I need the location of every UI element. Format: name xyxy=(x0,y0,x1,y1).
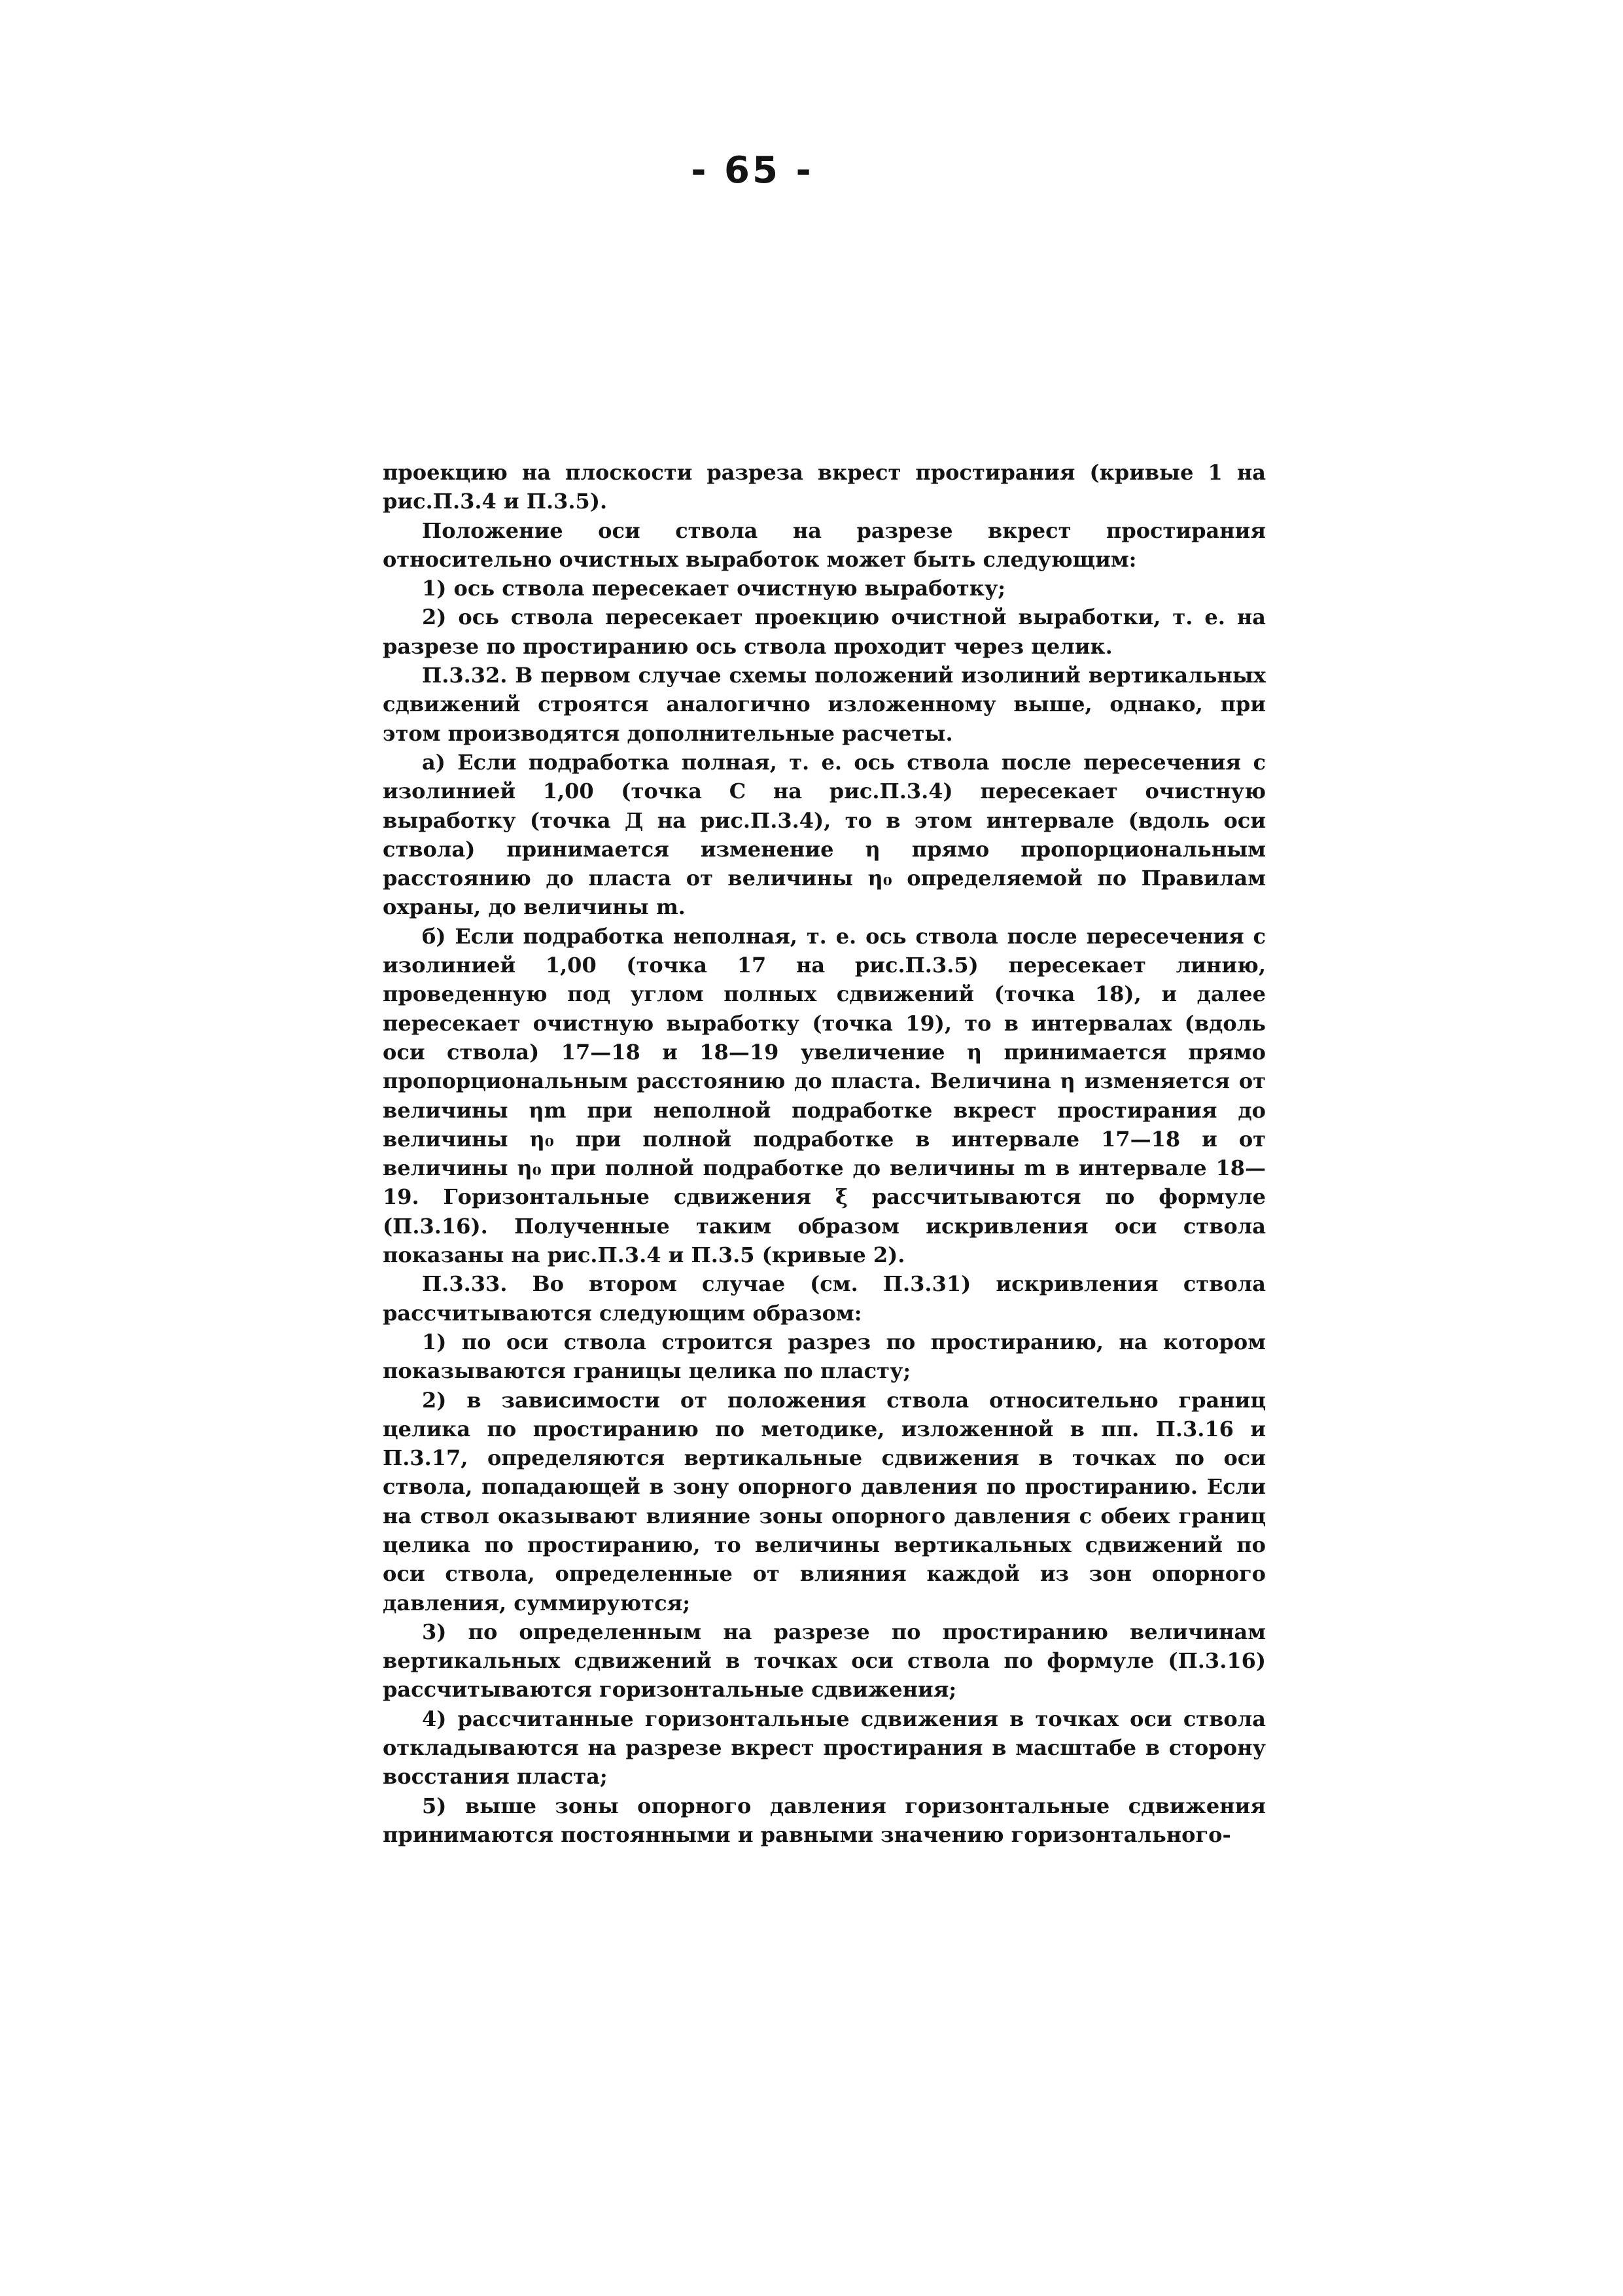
step-4: 4) рассчитанные горизонтальные сдвижения в точках оси ствола откладываются на разрезе вкрест простирания в масштабе в сторону восстания пласта; xyxy=(383,1706,1266,1790)
step-1: 1) по оси ствола строится разрез по простиранию, на котором показываются границы целика по пласту; xyxy=(383,1329,1266,1384)
page-number: - 65 - xyxy=(691,149,814,192)
list-item-2: 2) ось ствола пересекает проекцию очистной выработки, т. е. на разрезе по простиранию ось ствола проходит через целик. xyxy=(383,605,1266,659)
case-b: б) Если подработка неполная, т. е. ось ствола после пересечения с изолинией 1,00 (точка 17 на рис.П.3.5) пересекает линию, проведенную под углом полных сдвижений (точка 18), и далее пересекает очистную выработку (точка 19), то в интервалах (вдоль оси ствола) 17—18 и 18—19 увеличение η принимается прямо пропорциональным расстоянию до пласта. Величина η изменяется от величины ηm при неполной подработке вкрест простирания до величины η₀ при полной подработке в интервале 17—18 и от величины η₀ при полной подработке до величины m в интервале 18—19. Горизонтальные сдвижения ξ рассчитываются по формуле (П.3.16). Полученные таким образом искривления оси ствола показаны на рис.П.3.4 и П.3.5 (кривые 2). xyxy=(383,923,1266,1268)
case-a: а) Если подработка полная, т. е. ось ствола после пересечения с изолинией 1,00 (точка С на рис.П.3.4) пересекает очистную выработку (точка Д на рис.П.3.4), то в этом интервале (вдоль оси ствола) принимается изменение η прямо пропорциональным расстоянию до пласта от величины η₀ определяемой по Правилам охраны, до величины m. xyxy=(383,749,1266,920)
paragraph-shaft-position: Положение оси ствола на разрезе вкрест простирания относительно очистных выработок может быть следующим: xyxy=(383,518,1266,572)
section-p-3-33: П.3.33. Во втором случае (см. П.3.31) искривления ствола рассчитываются следующим образом: xyxy=(383,1271,1266,1326)
section-p-3-32: П.3.32. В первом случае схемы положений изолиний вертикальных сдвижений строятся аналогично изложенному выше, однако, при этом производятся дополнительные расчеты. xyxy=(383,663,1266,746)
step-3: 3) по определенным на разрезе по простиранию величинам вертикальных сдвижений в точках оси ствола по формуле (П.3.16) рассчитываются горизонтальные сдвижения; xyxy=(383,1619,1266,1703)
body-text xyxy=(383,458,1266,1849)
list-item-1: 1) ось ствола пересекает очистную выработку; xyxy=(422,576,1006,601)
step-5: 5) выше зоны опорного давления горизонтальные сдвижения принимаются постоянными и равными значению горизонтального- xyxy=(383,1793,1266,1847)
paragraph-continuation: проекцию на плоскости разреза вкрест простирания (кривые 1 на рис.П.3.4 и П.3.5). xyxy=(383,460,1266,514)
step-2: 2) в зависимости от положения ствола относительно границ целика по простиранию по методике, изложенной в пп. П.3.16 и П.3.17, определяются вертикальные сдвижения в точках по оси ствола, попадающей в зону опорного давления по простиранию. Если на ствол оказывают влияние зоны опорного давления с обеих границ целика по простиранию, то величины вертикальных сдвижений по оси ствола, определенные от влияния каждой из зон опорного давления, суммируются; xyxy=(383,1387,1266,1616)
